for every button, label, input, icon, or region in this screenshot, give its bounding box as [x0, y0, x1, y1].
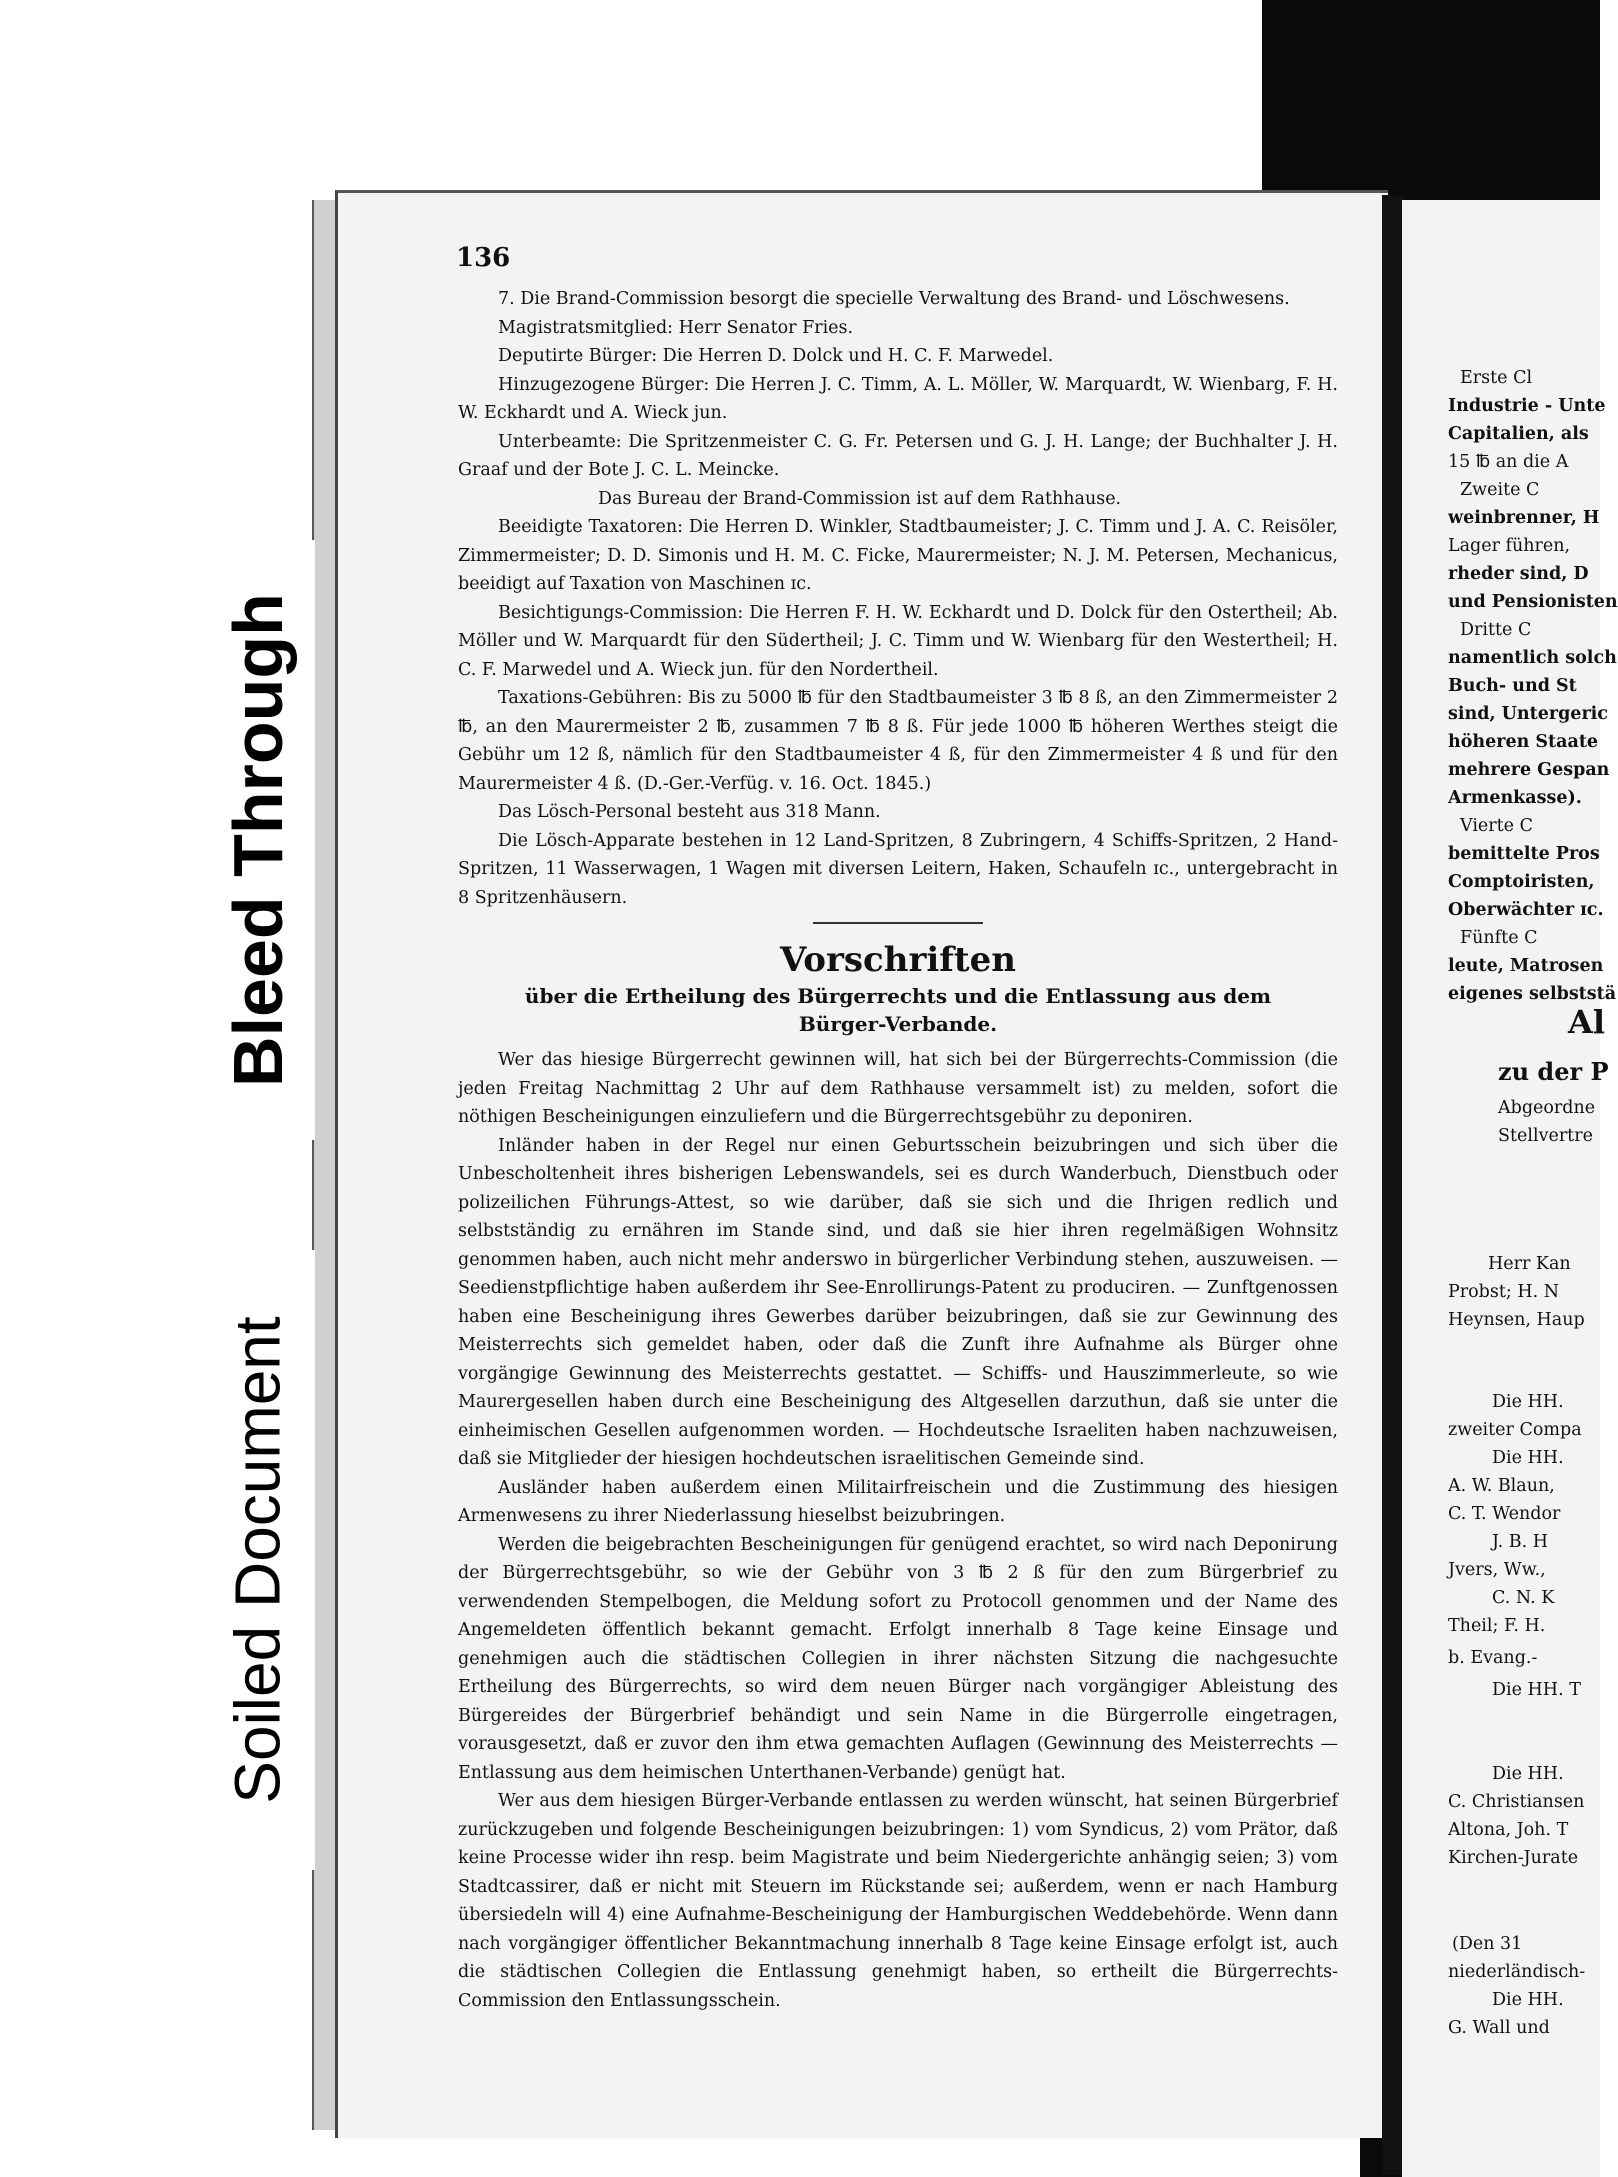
soiled-document-text: Soiled Document	[221, 1316, 294, 1804]
divider	[813, 922, 983, 924]
bleed-through-label	[200, 540, 315, 1140]
paragraph: Die Lösch-Apparate bestehen in 12 Land-Spritzen, 8 Zubringern, 4 Schiffs-Spritzen, 2 Hand-Spritzen, 11 Wasserwagen, 1 Wagen mit diversen Leitern, Haken, Schaufeln ɪc., untergebracht in 8 Spritzenhäusern.	[458, 830, 1338, 908]
right-page-line: C. T. Wendor	[1448, 1504, 1561, 1524]
right-page-line: Dritte C	[1460, 620, 1532, 640]
right-page-subheading: zu der P	[1498, 1057, 1609, 1086]
page-number: 136	[456, 243, 511, 273]
right-page-line: Die HH.	[1492, 1990, 1564, 2010]
right-page-line: (Den 31	[1452, 1934, 1523, 1954]
right-page-line: mehrere Gespan	[1448, 760, 1610, 780]
paragraph: Wer aus dem hiesigen Bürger-Verbande entlassen zu werden wünscht, hat seinen Bürgerbrief zurückzugeben und folgende Bescheinigungen beizubringen: 1) vom Syndicus, 2) vom Prätor, daß keine Processe wider ihn resp. beim Magistrate und beim Niedergerichte anhängig seien; 3) vom Stadtcassirer, daß er nicht mit Steuern im Rückstande sei; außerdem, wenn er nach Hamburg übersiedeln will 4) eine Aufnahme-Bescheinigung der Hamburgischen Weddebehörde. Wenn dann nach vorgängiger öffentlicher Bekanntmachung innerhalb 8 Tage keine Einsage erfolgt ist, auch die städtischen Collegien die Entlassung genehmigt haben, so ertheilt die Bürgerrechts-Commission den Entlassungsschein.	[458, 1791, 1338, 2011]
soiled-document-label	[200, 1250, 315, 1870]
book-gutter	[1382, 195, 1404, 2175]
paragraph: Werden die beigebrachten Bescheinigungen für genügend erachtet, so wird nach Deponirung der Bürgerrechtsgebühr, so wie der Gebühr von 3 ℔ 2 ß für den zum Bürgerbrief zu verwendenden Stempelbogen, die Meldung sofort zu Protocoll genommen und der Name des Angemeldeten öffentlich bekannt gemacht. Erfolgt innerhalb 8 Tage keine Einsage und genehmigen auch die städtischen Collegien in ihrer nächsten Sitzung die nachgesuchte Ertheilung des Bürgerrechts, so wird dem neuen Bürger nach vorgängiger Ableistung des Bürgereides der Bürgerbrief behändigt und sein Name in die Bürgerrolle eingetragen, vorausgesetzt, daß er zuvor den ihm etwa gemachten Auflagen (Gewinnung des Meisterrechts — Entlassung aus dem heimischen Unterthanen-Verbande) genügt hat.	[458, 1534, 1338, 1783]
right-page-line: Die HH.	[1492, 1764, 1564, 1784]
right-page-line: Die HH.	[1492, 1392, 1564, 1412]
right-page-line: niederländisch-	[1448, 1962, 1586, 1982]
right-page-line: G. Wall und	[1448, 2018, 1550, 2038]
dark-scan-edge-top	[1262, 0, 1360, 205]
right-page-line: C. N. K	[1492, 1588, 1555, 1608]
right-page-line: Industrie - Unte	[1448, 396, 1606, 416]
right-page-line: eigenes selbststä	[1448, 984, 1617, 1004]
right-page-line: zweiter Compa	[1448, 1420, 1582, 1440]
paragraph: Unterbeamte: Die Spritzenmeister C. G. Fr. Petersen und G. J. H. Lange; der Buchhalter J. H. Graaf und der Bote J. C. L. Meincke.	[458, 431, 1338, 480]
right-page-line: Probst; H. N	[1448, 1282, 1560, 1302]
paragraph: Magistratsmitglied: Herr Senator Fries.	[498, 317, 854, 338]
paragraph: Besichtigungs-Commission: Die Herren F. H. W. Eckhardt und D. Dolck für den Ostertheil; Ab. Möller und W. Marquardt für den Südertheil; J. C. Timm und W. Wienbarg für den Westertheil; H. C. F. Marwedel und A. Wieck jun. für den Nordertheil.	[458, 602, 1338, 680]
right-page-line: Heynsen, Haup	[1448, 1310, 1585, 1330]
right-page-line: weinbrenner, H	[1448, 508, 1600, 528]
right-page-line: rheder sind, D	[1448, 564, 1589, 584]
right-page-line: C. Christiansen	[1448, 1792, 1585, 1812]
left-page	[335, 190, 1388, 2138]
right-page-line: leute, Matrosen	[1448, 956, 1604, 976]
right-page-line: Die HH. T	[1492, 1680, 1581, 1700]
right-page-line: A. W. Blaun,	[1448, 1476, 1555, 1496]
right-page-line: Comptoiristen,	[1448, 872, 1595, 892]
right-page-line: höheren Staate	[1448, 732, 1599, 752]
right-page-line: sind, Untergeric	[1448, 704, 1608, 724]
right-page-line: namentlich solch	[1448, 648, 1617, 668]
paragraph: Beeidigte Taxatoren: Die Herren D. Winkler, Stadtbaumeister; J. C. Timm und J. A. C. Reisöler, Zimmermeister; D. D. Simonis und H. M. C. Ficke, Maurermeister; N. J. M. Petersen, Mechanicus, beeidigt auf Taxation von Maschinen ɪc.	[458, 517, 1338, 594]
right-page-line: b. Evang.-	[1448, 1648, 1538, 1668]
right-page-line: Die HH.	[1492, 1448, 1564, 1468]
paragraph: Das Bureau der Brand-Commission ist auf dem Rathhause.	[598, 488, 1122, 509]
paragraph: Inländer haben in der Regel nur einen Geburtsschein beizubringen und sich über die Unbescholtenheit ihres bisherigen Lebenswandels, sei es durch Wanderbuch, Dienstbuch oder polizeilichen Führungs-Attest, so wie darüber, daß sie sich und die Ihrigen redlich und selbstständig zu ernähren im Stande sind, und daß sie hier ihren regelmäßigen Wohnsitz genommen haben, auch nicht mehr anderswo in bürgerlicher Verbindung stehen, auszuweisen. — Seedienstpflichtige haben außerdem ihr See-Enrollirungs-Patent zu produciren. — Zunftgenossen haben eine Bescheinigung ihres Gewerbes darüber beizubringen, daß sie zur Gewinnung des Meisterrechts sich gemeldet haben, oder daß die Zunft ihre Aufnahme als Bürger ohne vorgängige Gewinnung des Meisterrechts gestattet. — Schiffs- und Hauszimmerleute, so wie Maurergesellen haben durch eine Bescheinigung des Altgesellen darzuthun, daß sie unter die einheimischen Gesellen aufgenommen worden. — Hochdeutsche Israeliten haben nachzuweisen, daß sie Mitglieder der hiesigen hochdeutschen israelitischen Gemeinde sind.	[458, 1135, 1338, 1469]
right-page	[1402, 200, 1618, 2177]
right-page-line: J. B. H	[1492, 1532, 1549, 1552]
right-page-line: Herr Kan	[1488, 1254, 1571, 1274]
paragraph: Das Lösch-Personal besteht aus 318 Mann.	[498, 802, 881, 822]
right-page-heading: Al	[1568, 1003, 1605, 1041]
right-page-line: Altona, Joh. T	[1448, 1820, 1569, 1840]
right-page-line: Theil; F. H.	[1448, 1616, 1546, 1636]
right-page-line: Kirchen-Jurate	[1448, 1848, 1579, 1868]
section-brand-commission	[458, 285, 1338, 2015]
paragraph: Ausländer haben außerdem einen Militairfreischein und die Zustimmung des hiesigen Armenwesens zu ihrer Niederlassung hieselbst beizubringen.	[458, 1477, 1338, 1526]
right-page-line: Capitalien, als	[1448, 424, 1589, 444]
right-page-line: Stellvertre	[1498, 1126, 1593, 1146]
right-page-line: Vierte C	[1460, 816, 1533, 836]
right-page-line: Jvers, Ww.,	[1448, 1560, 1546, 1580]
paragraph: Wer das hiesige Bürgerrecht gewinnen will, hat sich bei der Bürgerrechts-Commission (die jeden Freitag Nachmittag 2 Uhr auf dem Rathhause versammelt ist) zu melden, sofort die nöthigen Bescheinigungen einzuliefern und die Bürgerrechtsgebühr zu deponiren.	[458, 1050, 1338, 1127]
paragraph: Taxations-Gebühren: Bis zu 5000 ℔ für den Stadtbaumeister 3 ℔ 8 ß, an den Zimmermeister 2 ℔, an den Maurermeister 2 ℔, zusammen 7 ℔ 8 ß. Für jede 1000 ℔ höheren Werthes steigt die Gebühr um 12 ß, nämlich für den Stadtbaumeister 4 ß, für den Zimmermeister 4 ß und für den Maurermeister 4 ß. (D.-Ger.-Verfüg. v. 16. Oct. 1845.)	[458, 688, 1338, 794]
right-page-line: Erste Cl	[1460, 368, 1533, 388]
right-page-line: Fünfte C	[1460, 928, 1538, 948]
paragraph: 7. Die Brand-Commission besorgt die specielle Verwaltung des Brand- und Löschwesens.	[498, 289, 1290, 309]
right-page-line: bemittelte Pros	[1448, 844, 1600, 864]
right-page-line: Oberwächter ɪc.	[1448, 900, 1604, 920]
paragraph: Hinzugezogene Bürger: Die Herren J. C. Timm, A. L. Möller, W. Marquardt, W. Wienbarg, F. H. W. Eckhardt und A. Wieck jun.	[458, 374, 1338, 423]
right-page-line: Armenkasse).	[1448, 788, 1582, 808]
section-subheading: über die Ertheilung des Bürgerrechts und die Entlassung aus dem Bürger-Verbande.	[524, 984, 1272, 1036]
right-page-line: Lager führen,	[1448, 536, 1571, 556]
section-heading: Vorschriften	[780, 940, 1016, 980]
right-page-line: Buch- und St	[1448, 676, 1577, 696]
right-page-line: Zweite C	[1460, 480, 1540, 500]
bleed-through-text: Bleed Through	[218, 593, 297, 1087]
right-page-line: und Pensionisten	[1448, 592, 1618, 612]
right-page-line: 15 ℔ an die A	[1448, 452, 1569, 472]
right-page-line: Abgeordne	[1498, 1098, 1596, 1118]
paragraph: Deputirte Bürger: Die Herren D. Dolck und H. C. F. Marwedel.	[498, 346, 1054, 366]
